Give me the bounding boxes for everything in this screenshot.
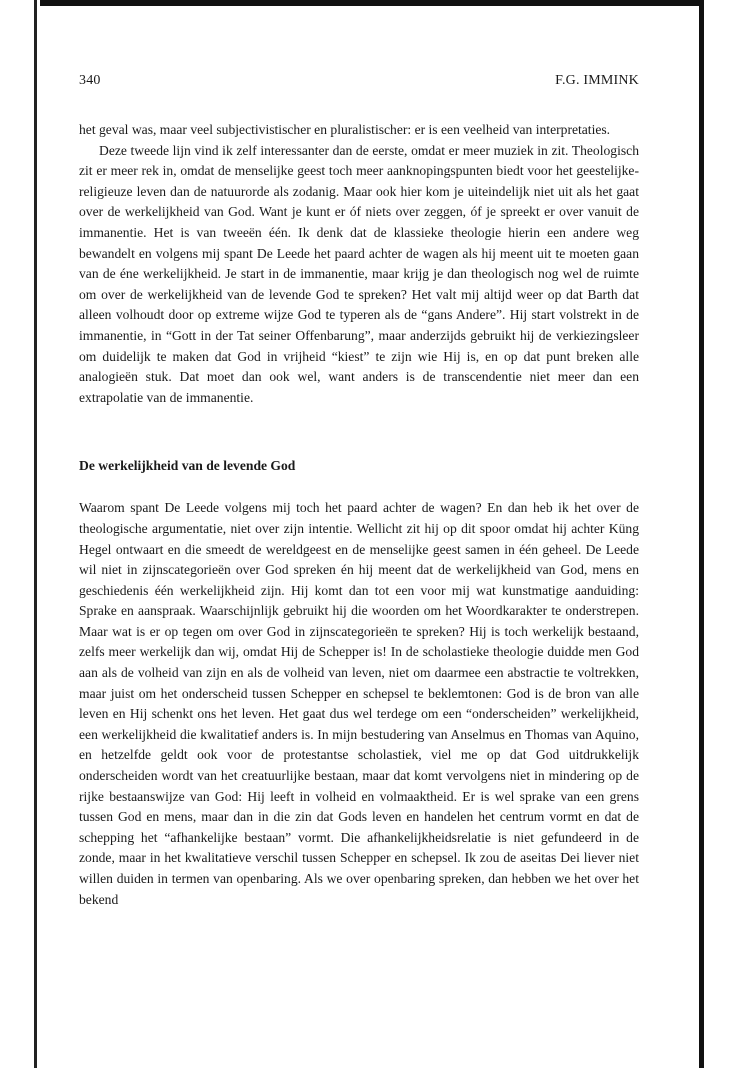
- page-number: 340: [79, 73, 101, 88]
- section-heading: De werkelijkheid van de levende God: [79, 458, 296, 474]
- page-border-left: [34, 0, 37, 1068]
- page-border-right: [699, 0, 704, 1068]
- document-page: [79, 72, 639, 910]
- paragraph-1: het geval was, maar veel subjectivistischer en pluralistischer: er is een veelheid van interpretaties.: [79, 122, 611, 137]
- section-paragraph: Waarom spant De Leede volgens mij toch het paard achter de wagen? En dan heb ik het over de theologische argumentatie, niet over zijn intentie. Wellicht zit hij op dit spoor omdat hij achter Küng Hegel ontwaart en die smeedt de wereldgeest en de menselijke geest samen in één geheel. De Leede wil niet in zijnscategorieën over God spreken én hij meent dat de werkelijkheid van God, mens en geschiedenis één werkelijkheid zijn. Hij komt dan tot een voor mij wat kunstmatige aanduiding: Sprake en aanspraak. Waarschijnlijk gebruikt hij die woorden om het Woordkarakter te onderstrepen. Maar wat is er op tegen om over God in zijnscategorieën te spreken? Hij is toch werkelijk bestaand, zelfs meer werkelijk dan wij, omdat Hij de Schepper is! In de scholastieke theologie duidde men God aan als de volheid van zijn en als de volheid van leven, niet om daarmee een abstractie te voltrekken, maar juist om het onderscheid tussen Schepper en schepsel te beklemtonen: God is de bron van alle leven en Hij schenkt ons het leven. Het gaat dus wel terdege om een “onderscheiden” werkelijkheid, een werkelijkheid die kwalitatief anders is. In mijn bestudering van Anselmus en Thomas van Aquino, en hetzelfde geldt ook voor de protestantse scholastiek, viel me op dat God uitdrukkelijk onderscheiden wordt van het creatuurlijke bestaan, maar dat komt vervolgens niet in mindering op de rijke bestaanswijze van God: Hij leeft in volheid en volmaaktheid. Er is wel sprake van een grens tussen God en mens, maar dan in die zin dat Gods leven en handelen het centrum vormt en dat de schepping het “afhankelijke bestaan” vormt. Die afhankelijkheidsrelatie is niet gefundeerd in de zonde, maar in het kwalitatieve verschil tussen Schepper en schepsel. Ik zou de aseitas Dei liever niet willen duiden in termen van openbaring. Als we over openbaring spreken, dan hebben we het over het bekend: [79, 500, 639, 907]
- body-text: [79, 120, 639, 910]
- page-border-top: [40, 0, 700, 6]
- running-head: [79, 72, 639, 90]
- paragraph-2: Deze tweede lijn vind ik zelf interessanter dan de eerste, omdat er meer muziek in zit. Theologisch zit er meer rek in, omdat de menselijke geest toch meer aanknopingspunten biedt voor het geestelijke-religieuze leven dan de natuurorde als zodanig. Maar ook hier kom je uiteindelijk niet uit als het gaat over de werkelijkheid van God. Want je kunt er óf niets over zeggen, óf je spreekt er over vanuit de immanentie. Het is van tweeën één. Ik denk dat de klassieke theologie hierin een andere weg bewandelt en volgens mij spant De Leede het paard achter de wagen als hij meent uit te moeten gaan van de éne werkelijkheid. Je start in de immanentie, maar krijg je dan theologisch nog wel de ruimte om over de werkelijkheid van de levende God te spreken? Het valt mij altijd weer op dat Barth dat alleen volhoudt door op extreme wijze God te typeren als de “gans Andere”. Hij start volstrekt in de immanentie, in “Gott in der Tat seiner Offenbarung”, maar anderzijds gebruikt hij de verkiezingsleer om duidelijk te maken dat God in vrijheid “kiest” te zijn wie Hij is, en op dat punt breken alle analogieën stuk. Dat moet dan ook wel, want anders is de transcendentie niet meer dan een extrapolatie van de immanentie.: [79, 142, 639, 405]
- running-head-author: F.G. IMMINK: [555, 73, 639, 88]
